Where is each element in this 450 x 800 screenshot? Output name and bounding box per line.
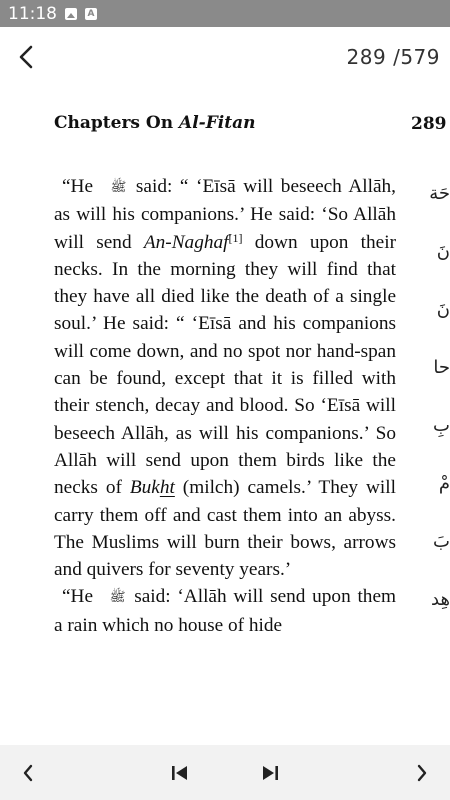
italic-term xyxy=(130,477,175,498)
app-header xyxy=(0,27,450,87)
running-head xyxy=(54,113,255,133)
book-page[interactable] xyxy=(0,87,450,745)
chevron-right-icon xyxy=(416,764,428,782)
page-number: 289 xyxy=(411,114,447,134)
chevron-left-icon xyxy=(18,45,34,69)
last-page-button[interactable] xyxy=(242,745,298,800)
arabic-fragment: مْ xyxy=(438,473,450,494)
running-head-italic: Al-Fitan xyxy=(179,113,256,133)
first-page-button[interactable] xyxy=(152,745,208,800)
next-page-button[interactable] xyxy=(394,745,450,800)
honorific-glyph: ﷺ xyxy=(110,180,127,195)
arabic-fragment: هِد xyxy=(431,589,450,610)
text-segment: said: ‘Allāh will send upon them a rain which no house of hide xyxy=(54,586,396,636)
text-segment: “He xyxy=(62,586,94,608)
status-time: 11:18 xyxy=(8,3,57,24)
arabic-text-strip xyxy=(429,183,450,663)
page-text xyxy=(54,173,396,639)
italic-term-part: Buk xyxy=(129,477,160,499)
arabic-fragment: بِ xyxy=(433,415,450,436)
skip-first-icon xyxy=(170,764,190,782)
arabic-fragment: حَة xyxy=(429,183,450,204)
arabic-fragment: بَ xyxy=(433,531,450,552)
paragraph-2 xyxy=(54,583,396,639)
arabic-fragment: حا xyxy=(433,357,450,378)
honorific-glyph: ﷺ xyxy=(109,590,126,606)
running-head-text: Chapters On xyxy=(54,113,179,133)
back-button[interactable] xyxy=(12,43,40,71)
footnote-marker[interactable]: [1] xyxy=(228,230,243,245)
font-icon: A xyxy=(85,8,97,20)
bottom-nav xyxy=(0,745,450,800)
arabic-fragment: نَ xyxy=(436,299,450,320)
skip-last-icon xyxy=(260,764,280,782)
page-counter: 289 /579 xyxy=(346,45,440,69)
image-icon xyxy=(65,8,77,20)
chevron-left-icon xyxy=(22,764,34,782)
text-segment: “He xyxy=(62,176,94,197)
text-segment: said: “ ‘Eīsā will beseech Allāh, as will his companions.’ He said: ‘So Allāh will send xyxy=(54,176,396,253)
arabic-fragment: نَ xyxy=(436,241,450,262)
italic-term-underlined: ht xyxy=(159,477,175,499)
italic-term: An-Naghaf xyxy=(143,231,229,253)
prev-page-button[interactable] xyxy=(0,745,56,800)
status-bar xyxy=(0,0,450,27)
paragraph-1 xyxy=(54,173,396,583)
text-segment: down upon their necks. In the morning they will find that they have all died like the death of a single soul.’ He said: “ ‘Eīsā and his companions will come down, and no spot nor hand-span can be found, except that it is filled with their stench, decay and blood. So ‘Eīsā will beseech Allāh, as will his companions.’ So Allāh will send upon them birds like the necks of xyxy=(54,231,396,499)
text-segment: (milch) camels.’ They will carry them off and cast them into an abyss. The Muslims will burn their bows, arrows and quivers for seventy years.’ xyxy=(54,477,396,581)
